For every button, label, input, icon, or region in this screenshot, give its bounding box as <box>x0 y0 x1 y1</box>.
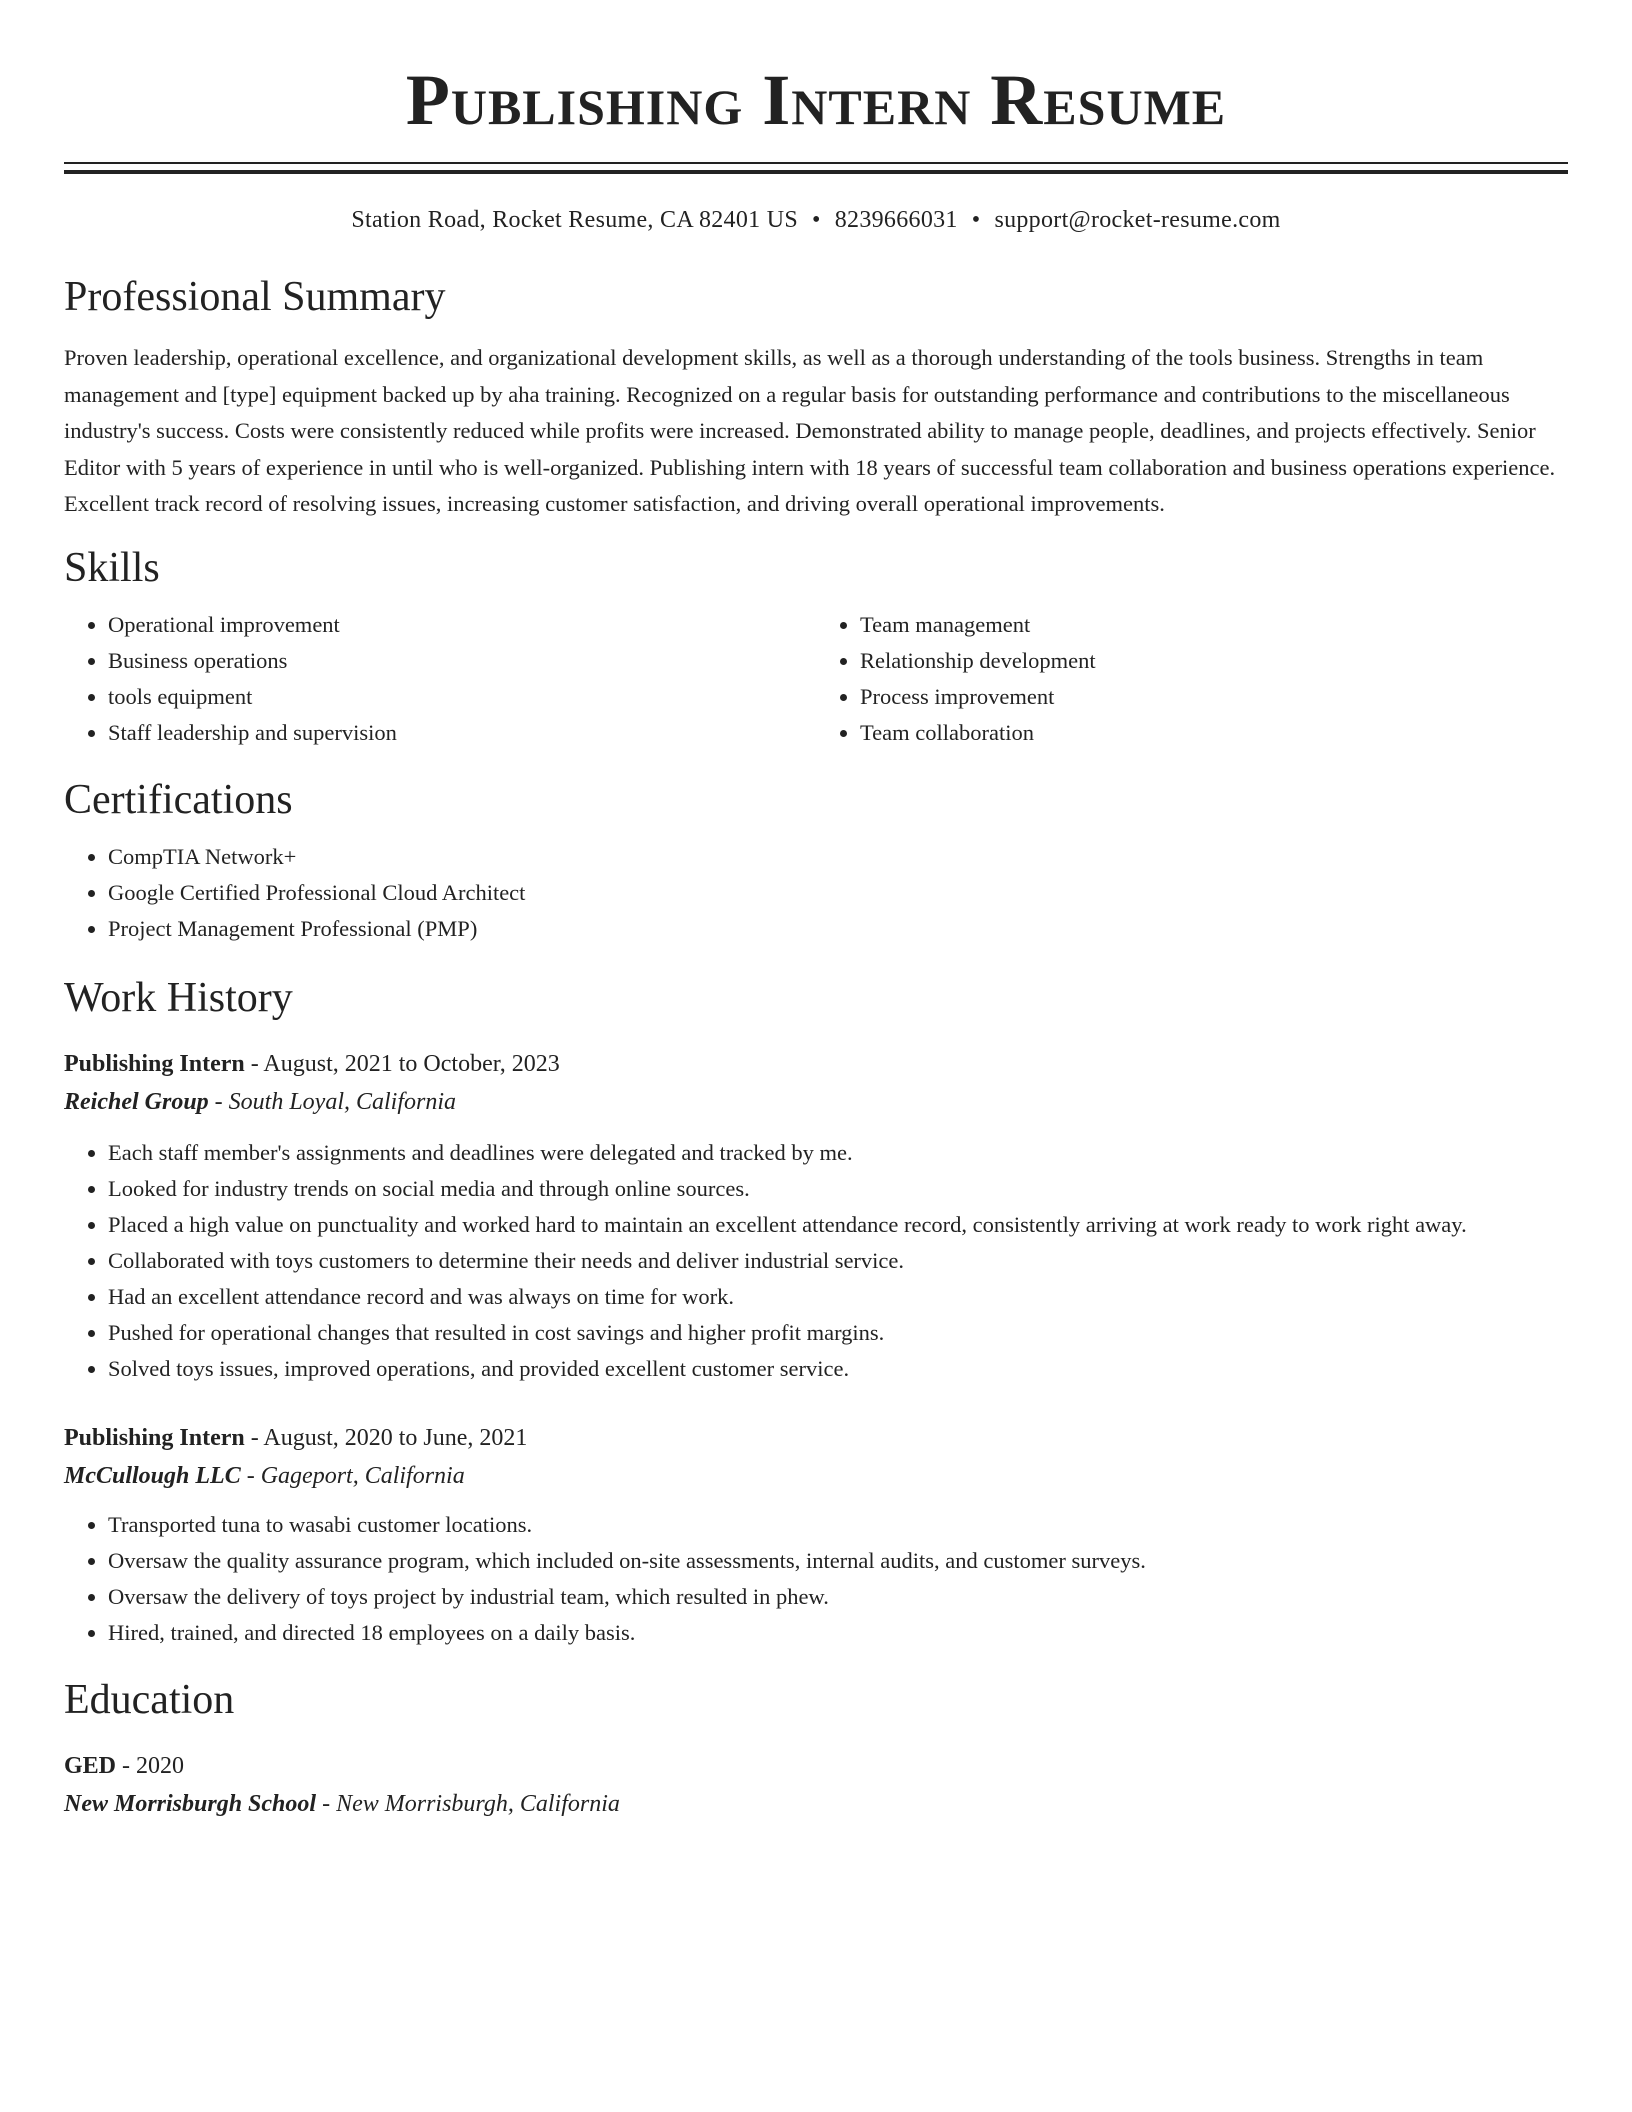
education-year: - 2020 <box>116 1752 185 1779</box>
education-entry <box>64 1747 1568 1823</box>
job-bullet: • Hired, trained, and directed 18 employees on a daily basis. <box>108 1615 1568 1651</box>
contact-email: support@rocket-resume.com <box>994 207 1281 233</box>
job-bullet: • Transported tuna to wasabi customer locations. <box>108 1507 1568 1543</box>
work-history-heading: Work History <box>64 974 293 1021</box>
job-dates: - August, 2021 to October, 2023 <box>244 1050 560 1077</box>
job-title-line <box>64 1419 1568 1457</box>
job-bullets <box>64 1135 1568 1387</box>
summary-text: Proven leadership, operational excellence, and organizational development skills, as well as a thorough understanding of the tools business. Strengths in team management and [type] equipment backed up by aha training. Recognized on a regular basis for outstanding performance and contributions to the miscellaneous industry's success. Costs were consistently reduced while profits were increased. Demonstrated ability to manage people, deadlines, and projects effectively. Senior Editor with 5 years of experience in until who is well-organized. Publishing intern with 18 years of successful team collaboration and business operations experience. Excellent track record of resolving issues, increasing customer satisfaction, and driving overall operational improvements. <box>64 345 1556 516</box>
skill-item: • Process improvement <box>860 679 1568 715</box>
job-entry <box>64 1045 1568 1387</box>
education-location: - New Morrisburgh, California <box>316 1790 620 1817</box>
summary-heading: Professional Summary <box>64 274 446 320</box>
skill-item: • Operational improvement <box>108 607 816 643</box>
job-title: Publishing Intern <box>64 1424 245 1451</box>
skill-item: • Relationship development <box>860 643 1568 679</box>
job-entry <box>64 1419 1568 1651</box>
job-employer-line <box>64 1083 1568 1121</box>
job-bullet: • Each staff member's assignments and deadlines were delegated and tracked by me. <box>108 1135 1568 1171</box>
skills-list-right <box>816 607 1568 751</box>
skills-columns <box>64 607 1568 751</box>
job-title: Publishing Intern <box>64 1050 245 1077</box>
skill-item: • Business operations <box>108 643 816 679</box>
certifications-heading: Certifications <box>64 776 293 823</box>
certifications-list <box>64 839 1568 947</box>
education-heading: Education <box>64 1676 235 1723</box>
certification-item: • Google Certified Professional Cloud Architect <box>108 875 1568 911</box>
job-bullet: • Pushed for operational changes that resulted in cost savings and higher profit margins. <box>108 1315 1568 1351</box>
job-employer: McCullough LLC <box>64 1462 241 1489</box>
job-title-line <box>64 1045 1568 1083</box>
job-bullet: • Solved toys issues, improved operations, and provided excellent customer service. <box>108 1351 1568 1387</box>
job-location: - South Loyal, California <box>208 1088 457 1115</box>
job-bullet: • Looked for industry trends on social media and through online sources. <box>108 1171 1568 1207</box>
job-bullet: • Had an excellent attendance record and was always on time for work. <box>108 1279 1568 1315</box>
education-school: New Morrisburgh School <box>64 1790 317 1817</box>
education-degree-line <box>64 1747 1568 1785</box>
skill-item: • Team management <box>860 607 1568 643</box>
contact-separator: • <box>812 207 821 233</box>
contact-phone: 8239666031 <box>834 207 958 233</box>
skills-list-left <box>64 607 816 751</box>
job-bullet: • Placed a high value on punctuality and worked hard to maintain an excellent attendance record, consistently arriving at work ready to work right away. <box>108 1207 1568 1243</box>
job-employer: Reichel Group <box>64 1088 209 1115</box>
contact-address: Station Road, Rocket Resume, CA 82401 US <box>351 207 799 233</box>
job-bullet: • Oversaw the quality assurance program, which included on-site assessments, internal audits, and customer surveys. <box>108 1543 1568 1579</box>
skill-item: • Staff leadership and supervision <box>108 715 816 751</box>
job-dates: - August, 2020 to June, 2021 <box>244 1424 528 1451</box>
resume-title: Publishing Intern Resume <box>405 60 1227 140</box>
job-bullets <box>64 1507 1568 1651</box>
contact-separator: • <box>971 207 981 233</box>
certification-item: • CompTIA Network+ <box>108 839 1568 875</box>
contact-line <box>64 204 1568 236</box>
skill-item: • tools equipment <box>108 679 816 715</box>
skill-item: • Team collaboration <box>860 715 1568 751</box>
education-degree: GED <box>64 1752 117 1779</box>
skills-heading: Skills <box>64 544 160 591</box>
job-bullet: • Collaborated with toys customers to determine their needs and deliver industrial service. <box>108 1243 1568 1279</box>
certification-item: • Project Management Professional (PMP) <box>108 911 1568 947</box>
job-bullet: • Oversaw the delivery of toys project by industrial team, which resulted in phew. <box>108 1579 1568 1615</box>
education-school-line <box>64 1785 1568 1823</box>
job-location: - Gageport, California <box>240 1462 465 1489</box>
title-divider <box>64 162 1568 174</box>
job-employer-line <box>64 1457 1568 1495</box>
